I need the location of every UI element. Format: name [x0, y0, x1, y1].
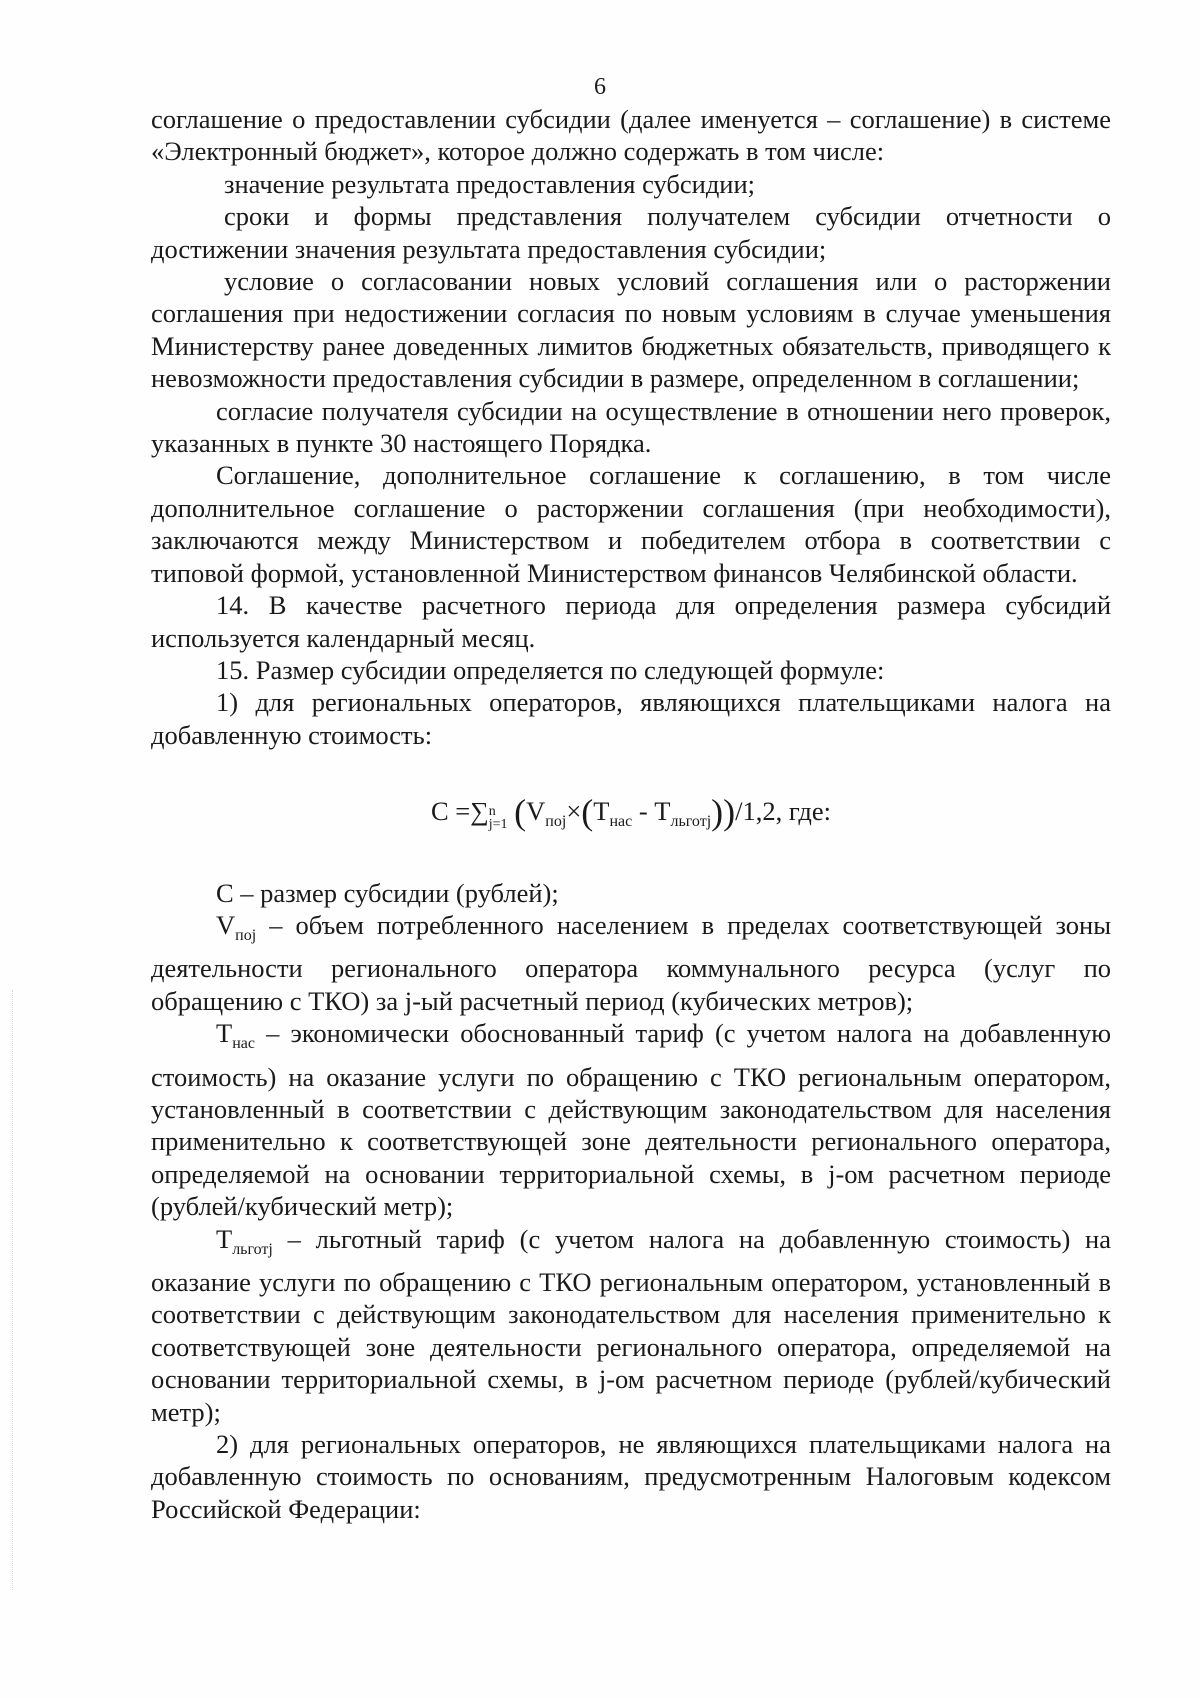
page-number: 6	[594, 74, 606, 100]
sum-upper-limit: n	[488, 804, 496, 820]
sum-lower-limit: j=1	[488, 817, 508, 833]
sum-symbol: ∑	[470, 797, 489, 827]
var-t-nas-subscript: нас	[609, 813, 633, 831]
var-v: V	[526, 796, 546, 827]
definition-v-text: – объем потребленного населением в пределах соответствующей зоны деятельности регионального оператора коммунального ресурса (услуг по обращению с ТКО) за j-ый расчетный период (кубических метров);	[151, 909, 1111, 1016]
symbol-t-lgot-subscript: льготj	[232, 1240, 273, 1258]
var-v-subscript: поj	[545, 813, 567, 831]
subsidy-formula	[151, 792, 1111, 838]
definition-t-lgot-text: – льготный тариф (с учетом налога на добавленную стоимость) на оказание услуги по обращению с ТКО региональным оператором, установленный в соответствии с действующим законодательством для населения применительно к соответствующей зоне деятельности регионального оператора, определяемой на основании территориальной схемы, в j-ом расчетном периоде (рублей/кубический метр);	[151, 1223, 1111, 1427]
definition-v	[151, 909, 1111, 1017]
times-sign: ×	[566, 796, 582, 827]
paragraph: сроки и формы представления получателем субсидии отчетности о достижении значения результата предоставления субсидии;	[151, 201, 1111, 264]
inner-open-paren: (	[581, 792, 594, 833]
paragraph: условие о согласовании новых условий соглашения или о расторжении соглашения при недостижении согласия по новым условиям в случае уменьшения Министерству ранее доведенных лимитов бюджетных обязательств, приводящего к невозможности предоставления субсидии в размере, определенном в соглашении;	[151, 266, 1111, 394]
var-t-lg-subscript: льготj	[670, 813, 712, 831]
paragraph: 1) для региональных операторов, являющихся плательщиками налога на добавленную стоимость:	[151, 687, 1111, 750]
paragraph: 15. Размер субсидии определяется по следующей формуле:	[216, 654, 885, 685]
var-t-nas: Т	[593, 796, 610, 827]
var-t-lg: Т	[654, 796, 671, 827]
symbol-v: V	[216, 909, 236, 940]
formula-lhs: С =	[430, 796, 471, 827]
symbol-t-nas-subscript: нас	[232, 1035, 255, 1053]
definition-c: С – размер субсидии (рублей);	[216, 877, 559, 908]
symbol-t-nas: Т	[216, 1018, 233, 1049]
symbol-t-lgot: Т	[216, 1223, 233, 1254]
paragraph: Соглашение, дополнительное соглашение к соглашению, в том числе дополнительное соглашение о расторжении соглашения (при необходимости), заключаются между Министерством и победителем отбора в соответствии с типовой формой, установленной Министерством финансов Челябинской области.	[151, 460, 1111, 588]
paragraph: 2) для региональных операторов, не являющихся плательщиками налога на добавленную стоимость по основаниям, предусмотренным Налоговым кодексом Российской Федерации:	[151, 1429, 1111, 1524]
definition-t-nas-text: – экономически обоснованный тариф (с учетом налога на добавленную стоимость) на оказание услуги по обращению с ТКО региональным оператором, установленный в соответствии с действующим законодательством для населения применительно к соответствующей зоне деятельности регионального оператора, определяемой на основании территориальной схемы, в j-ом расчетном периоде (рублей/кубический метр);	[151, 1018, 1111, 1222]
paragraph: соглашение о предоставлении субсидии (далее именуется – соглашение) в системе «Электронный бюджет», которое должно содержать в том числе:	[151, 104, 1111, 167]
close-parens: ))	[711, 792, 736, 833]
formula-tail: /1,2, где:	[735, 796, 832, 827]
paragraph: согласие получателя субсидии на осуществление в отношении него проверок, указанных в пункте 30 настоящего Порядка.	[151, 395, 1111, 459]
paragraph: значение результата предоставления субсидии;	[224, 168, 756, 199]
open-paren: (	[514, 792, 527, 833]
definition-t-nas	[151, 1017, 1111, 1222]
minus-sign: -	[632, 796, 655, 827]
document-body	[151, 103, 1111, 1525]
sum-limits	[489, 805, 508, 831]
definition-t-lgot	[151, 1223, 1111, 1428]
symbol-v-subscript: поj	[235, 926, 257, 944]
paragraph: 14. В качестве расчетного периода для определения размера субсидий используется календарный месяц.	[151, 590, 1111, 653]
scan-margin-mark	[12, 990, 15, 1590]
